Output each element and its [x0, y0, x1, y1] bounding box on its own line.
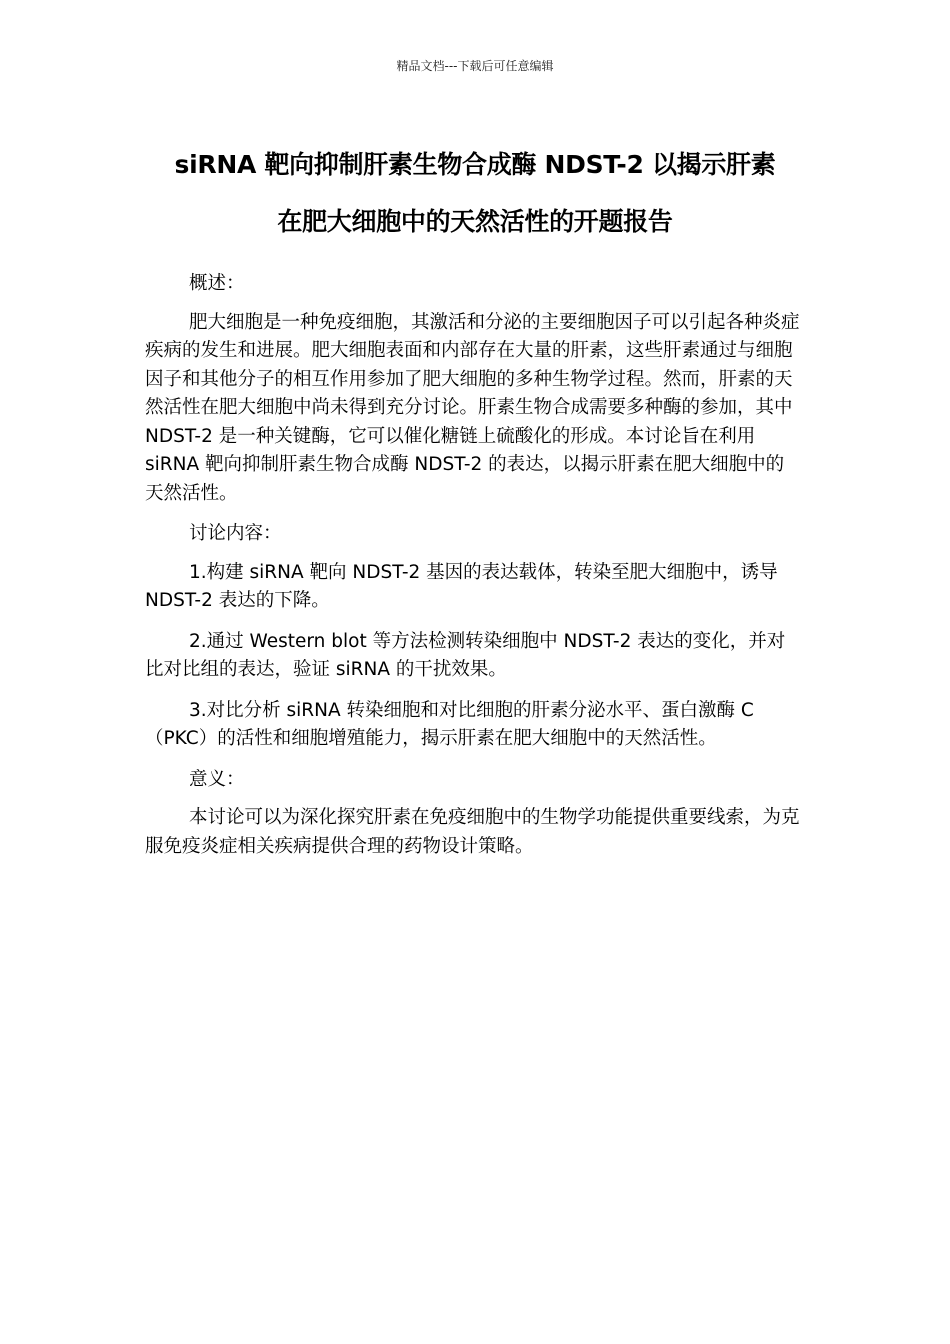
header-note: 精品文档---下载后可任意编辑	[396, 59, 554, 73]
content-item-2: 2.通过 Western blot 等方法检测转染细胞中 NDST-2 表达的变化，并对比对比组的表达，验证 siRNA 的干扰效果。	[145, 630, 786, 680]
document-body	[145, 270, 800, 873]
overview-paragraph: 肥大细胞是一种免疫细胞，其激活和分泌的主要细胞因子可以引起各种炎症疾病的发生和进展。肥大细胞表面和内部存在大量的肝素，这些肝素通过与细胞因子和其他分子的相互作用参加了肥大细胞的多种生物学过程。然而，肝素的天然活性在肥大细胞中尚未得到充分讨论。肝素生物合成需要多种酶的参加，其中 NDST-2 是一种关键酶，它可以催化糖链上硫酸化的形成。本讨论旨在利用 siRNA 靶向抑制肝素生物合成酶 NDST-2 的表达，以揭示肝素在肥大细胞中的天然活性。	[145, 311, 800, 504]
significance-heading: 意义：	[189, 768, 245, 790]
content-item-1: 1.构建 siRNA 靶向 NDST-2 基因的表达载体，转染至肥大细胞中，诱导 NDST-2 表达的下降。	[145, 561, 778, 611]
significance-paragraph: 本讨论可以为深化探究肝素在免疫细胞中的生物学功能提供重要线索，为克服免疫炎症相关疾病提供合理的药物设计策略。	[145, 807, 800, 857]
overview-heading: 概述：	[189, 273, 245, 294]
title-line-2: 在肥大细胞中的天然活性的开题报告	[277, 207, 673, 236]
content-heading: 讨论内容：	[189, 523, 282, 544]
document-title	[120, 136, 830, 250]
title-line-1: siRNA 靶向抑制肝素生物合成酶 NDST-2 以揭示肝素	[174, 150, 776, 179]
content-item-3: 3.对比分析 siRNA 转染细胞和对比细胞的肝素分泌水平、蛋白激酶 C（PKC）的活性和细胞增殖能力，揭示肝素在肥大细胞中的天然活性。	[145, 699, 754, 749]
